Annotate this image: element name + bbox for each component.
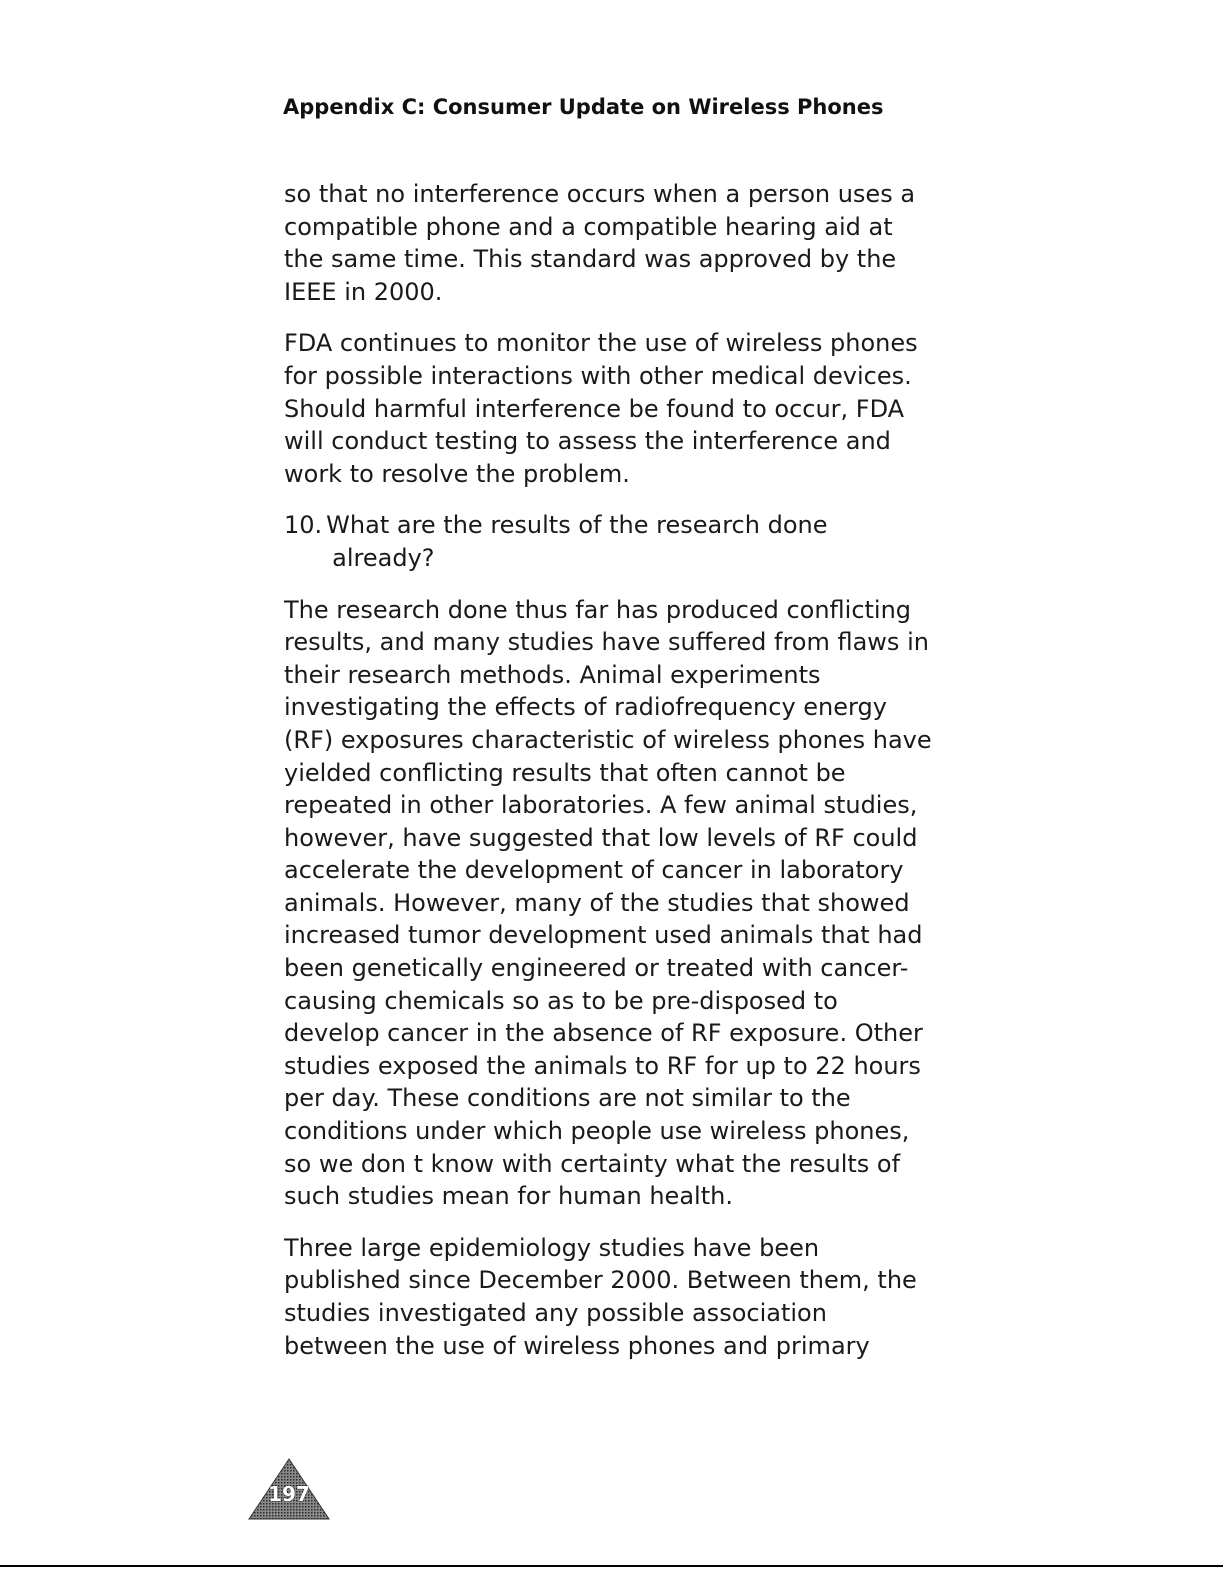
question-line-2: already? — [332, 543, 435, 572]
paragraph-research-results: The research done thus far has produced conflicting results, and many studies have suffered from flaws in their research methods. Animal experiments investigating the effects of radiofrequency energy (RF) exposures characteristic of wireless phones have yielded conflicting results that often cannot be repeated in other laboratories. A few animal studies, however, have suggested that low levels of RF could accelerate the development of cancer in laboratory animals. However, many of the studies that showed increased tumor development used animals that had been genetically engineered or treated with cancer-causing chemicals so as to be pre-disposed to develop cancer in the absence of RF exposure. Other studies exposed the animals to RF for up to 22 hours per day. These conditions are not similar to the conditions under which people use wireless phones, so we don t know with certainty what the results of such studies mean for human health. — [284, 595, 932, 1211]
page-body — [284, 178, 934, 1381]
question-line-1: What are the results of the research done — [326, 511, 828, 540]
paragraph-interference-standard: so that no interference occurs when a person uses a compatible phone and a compatible hearing aid at the same time. This standard was approved by the IEEE in 2000. — [284, 180, 916, 306]
paragraph-epidemiology-studies: Three large epidemiology studies have been published since December 2000. Between them, the studies investigated any possible association between the use of wireless phones and primary — [284, 1233, 917, 1360]
question-text — [322, 509, 934, 574]
question-number: 10. — [284, 511, 323, 540]
paragraph-fda-monitoring: FDA continues to monitor the use of wireless phones for possible interactions with other medical devices. Should harmful interference be found to occur, FDA will conduct testing to assess the interference and work to resolve the problem. — [284, 329, 918, 488]
page-number: 197 — [268, 1482, 310, 1506]
bottom-border-line — [0, 1565, 1223, 1567]
page-number-marker — [248, 1458, 330, 1520]
page-header-title: Appendix C: Consumer Update on Wireless Phones — [283, 95, 884, 119]
question-heading — [284, 509, 934, 574]
